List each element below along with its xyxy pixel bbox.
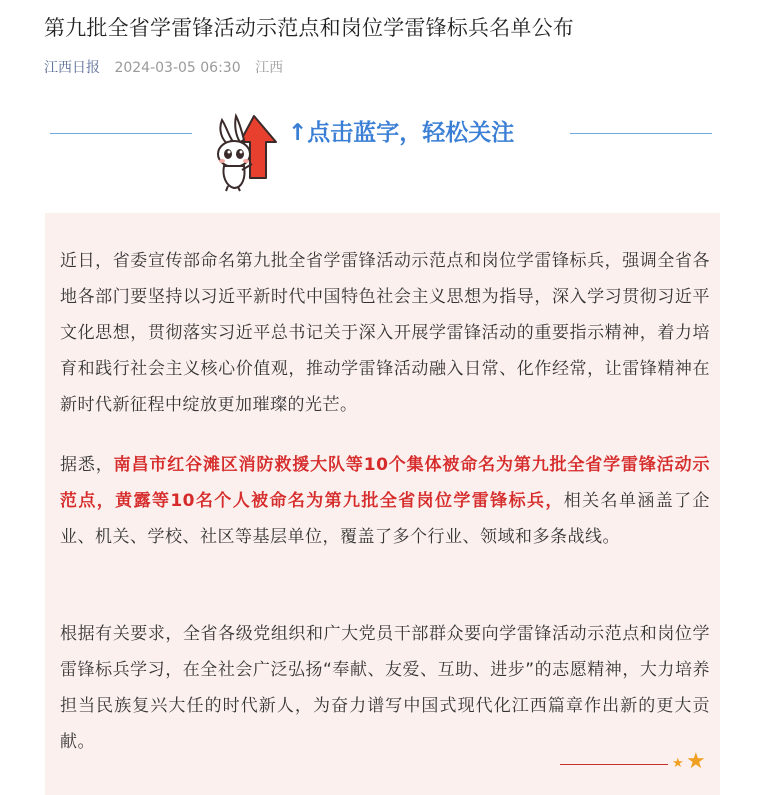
paragraph-intro: 近日，省委宣传部命名第九批全省学雷锋活动示范点和岗位学雷锋标兵，强调全省各地各部门要坚持以习近平新时代中国特色社会主义思想为指导，深入学习贯彻习近平文化思想，贯彻落实习近平总书记关于深入开展学雷锋活动的重要指示精神，着力培育和践行社会主义核心价值观，推动学雷锋活动融入日常、化作经常，让雷锋精神在新时代新征程中绽放更加璀璨的光芒。: [60, 251, 710, 415]
article-body: [45, 213, 720, 795]
paragraph-requirements: 根据有关要求，全省各级党组织和广大党员干部群众要向学雷锋活动示范点和岗位学雷锋标兵学习，在全社会广泛弘扬“奉献、友爱、互助、进步”的志愿精神，大力培养担当民族复兴大任的时代新人，为奋力谱写中国式现代化江西篇章作出新的更大贡献。: [60, 624, 710, 752]
article-title: 第九批全省学雷锋活动示范点和岗位学雷锋标兵名单公布: [44, 16, 574, 40]
star-icon-large: ★: [686, 749, 706, 774]
account-name-link[interactable]: 江西日报: [44, 60, 100, 76]
paragraph-list-highlight: 南昌市红谷滩区消防救援大队等10个集体被命名为第九批全省学雷锋活动示范点，黄露等10名个人被命名为第九批全省岗位学雷锋标兵，: [60, 455, 711, 511]
footer-divider: [560, 764, 668, 765]
follow-prompt-text: ↑点击蓝字，轻松关注: [288, 120, 515, 146]
paragraph-list-prefix: 据悉，: [60, 455, 114, 475]
star-icon-small: ★: [672, 756, 684, 771]
banner-divider-right: [570, 133, 712, 134]
publish-region: 江西: [255, 60, 284, 76]
article-meta: [44, 58, 283, 78]
paragraph-list-suffix: 相关名单涵盖了企业、机关、学校、社区等基层单位，覆盖了多个行业、领域和多条战线。: [60, 491, 711, 547]
publish-date: 2024-03-05 06:30: [114, 60, 241, 76]
paragraph-list: [60, 447, 710, 555]
footer-decoration: [560, 748, 720, 778]
banner-divider-left: [50, 133, 192, 134]
follow-banner[interactable]: [50, 108, 712, 188]
rabbit-mascot-icon: [210, 112, 284, 192]
